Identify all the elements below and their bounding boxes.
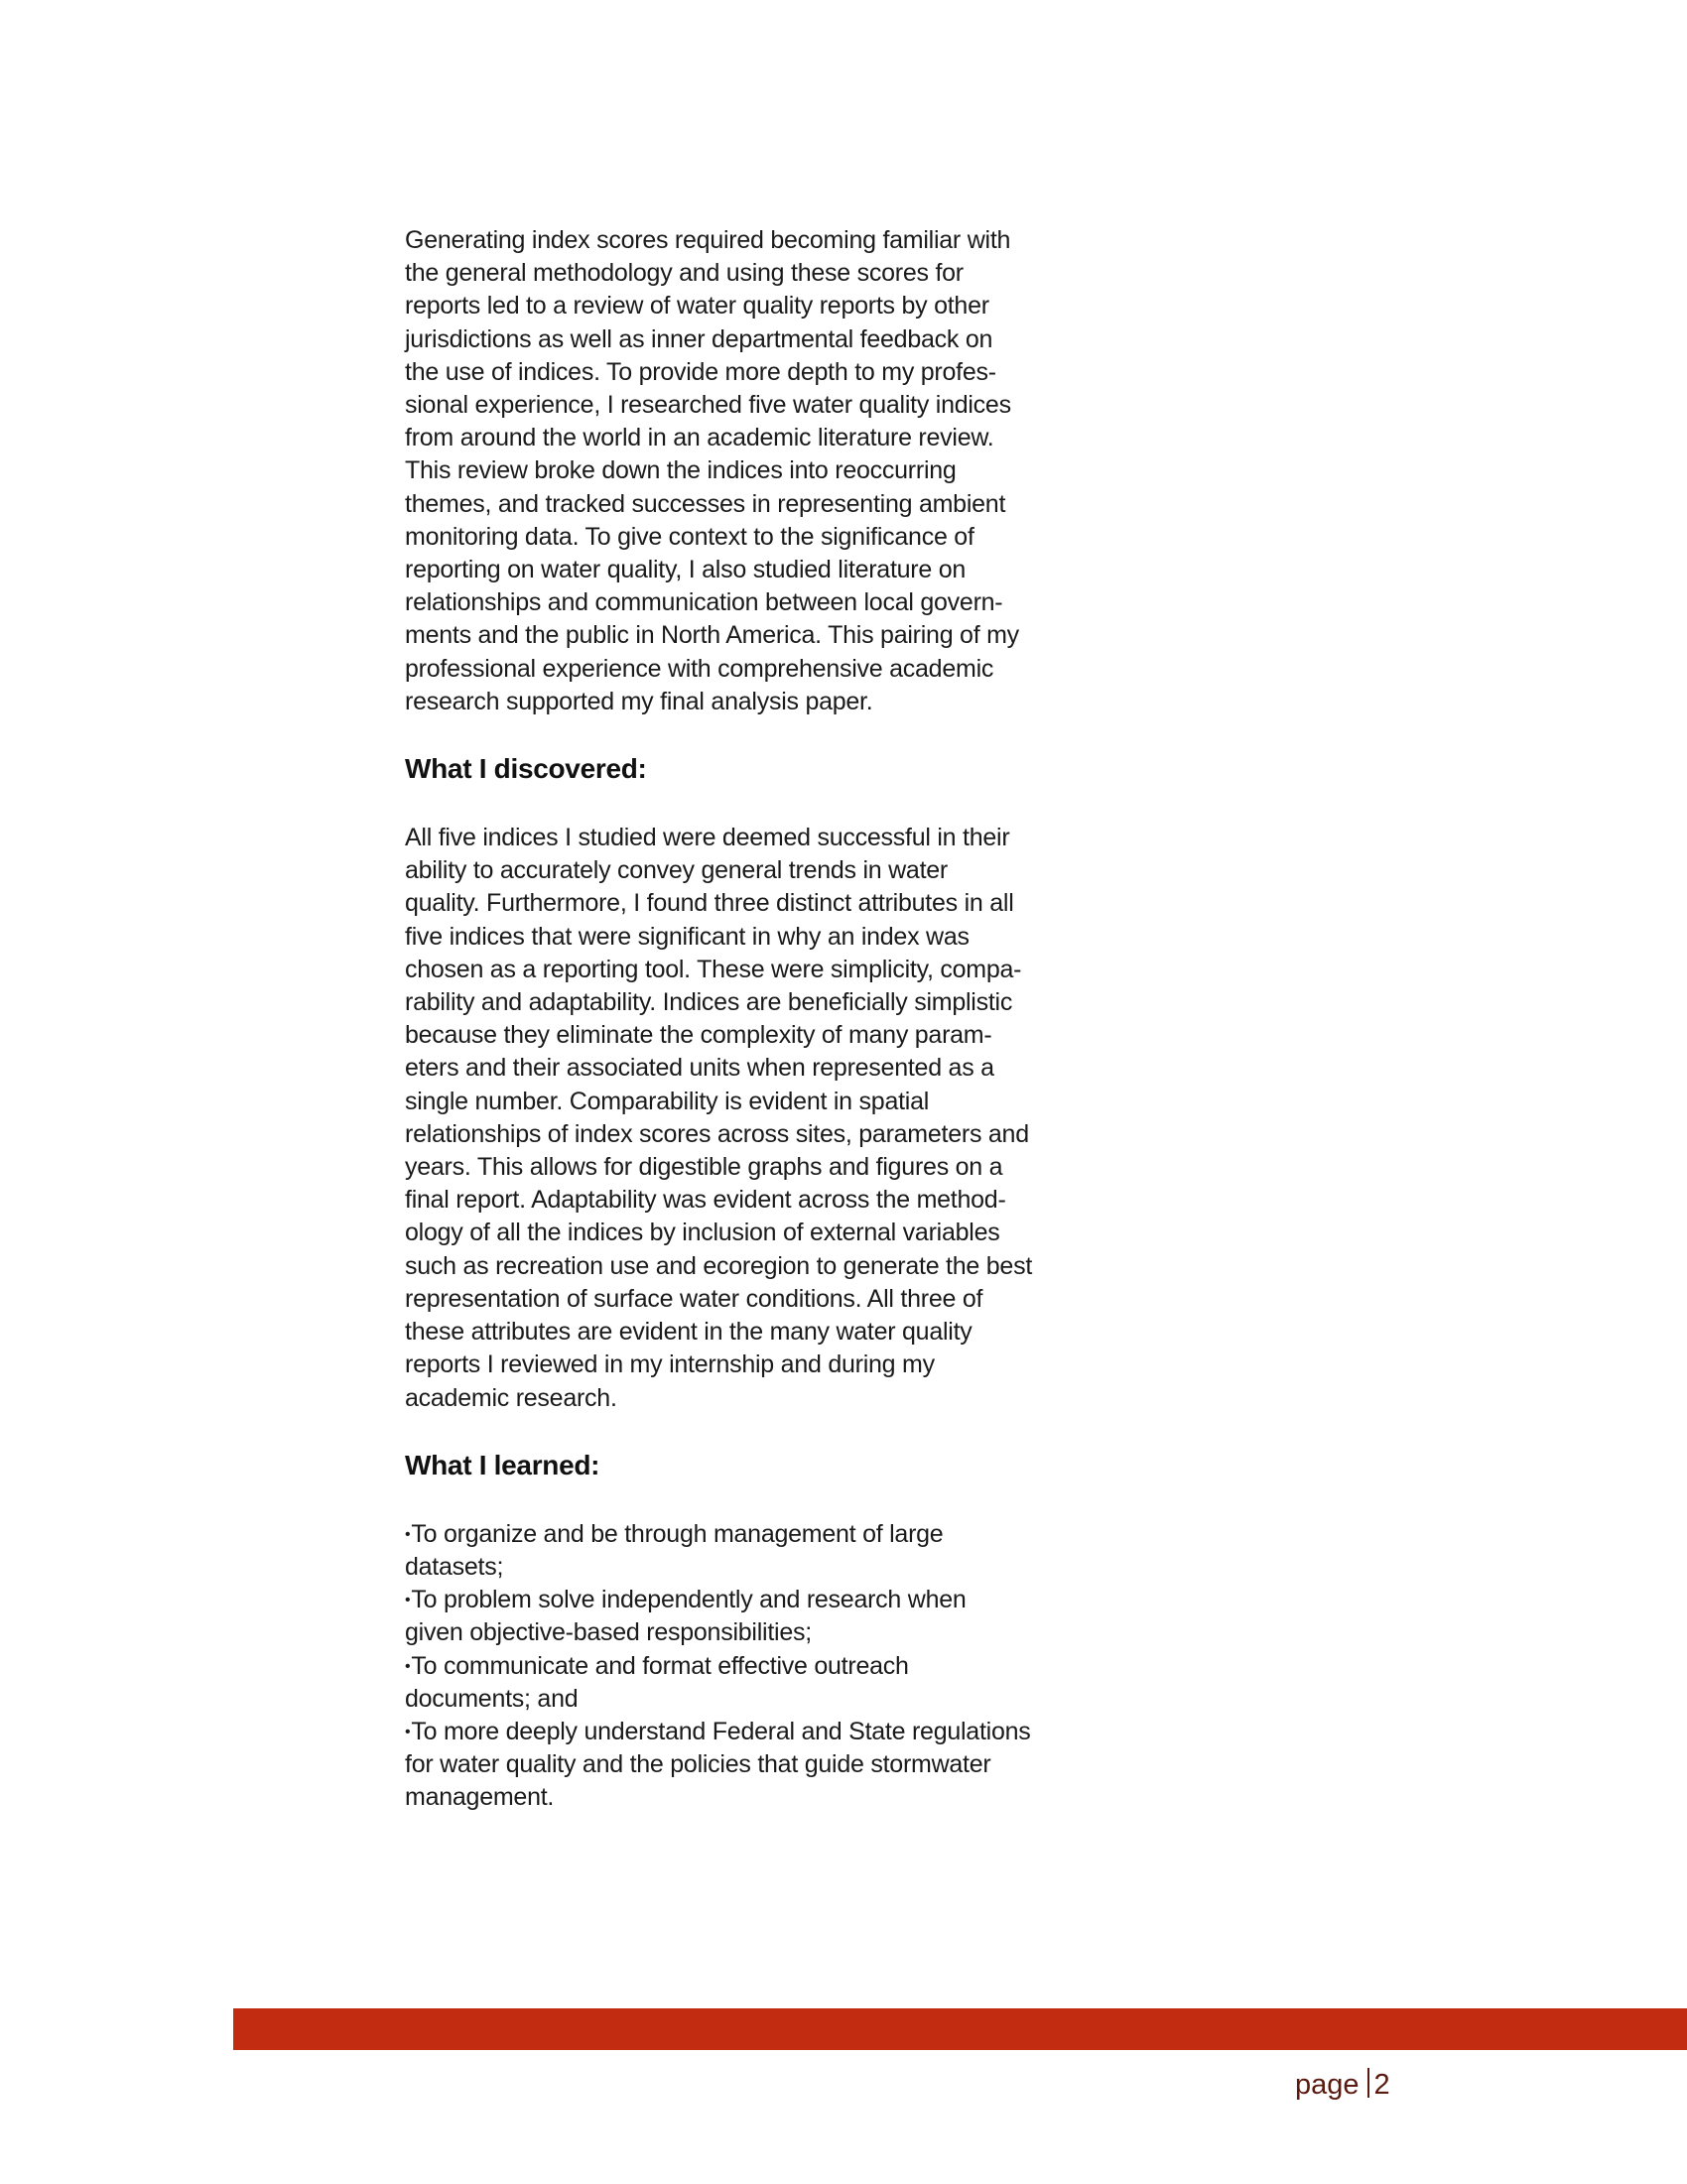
discovered-paragraph-line: quality. Furthermore, I found three distinct attributes in all <box>405 889 1014 918</box>
list-item <box>405 1650 1080 1716</box>
intro-paragraph-line: research supported my final analysis paper. <box>405 687 873 715</box>
intro-paragraph-line: relationships and communication between local govern- <box>405 588 1003 617</box>
bullet-line: • To organize and be through management of large <box>405 1518 1080 1551</box>
bullet-line: • To more deeply understand Federal and State regulations <box>405 1716 1080 1748</box>
bullet-line: documents; and <box>405 1684 579 1713</box>
discovered-paragraph-line: ability to accurately convey general trends in water <box>405 856 949 885</box>
discovered-paragraph-line: such as recreation use and ecoregion to generate the best <box>405 1251 1033 1280</box>
page-label: page <box>1295 2069 1360 2101</box>
page-separator <box>1367 2068 1369 2098</box>
intro-paragraph-line: ments and the public in North America. This pairing of my <box>405 621 1019 650</box>
list-item <box>405 1716 1080 1815</box>
intro-paragraph-line: the general methodology and using these scores for <box>405 259 964 288</box>
intro-paragraph-line: reporting on water quality, I also studied literature on <box>405 556 967 584</box>
discovered-paragraph-line: final report. Adaptability was evident across the method- <box>405 1186 1006 1215</box>
learned-bullet-list <box>405 1518 1080 1815</box>
intro-paragraph-line: jurisdictions as well as inner departmental feedback on <box>405 324 993 353</box>
intro-paragraph-line: the use of indices. To provide more depth to my profes- <box>405 357 996 386</box>
discovered-paragraph-line: ology of all the indices by inclusion of external variables <box>405 1219 1000 1247</box>
intro-paragraph-line: reports led to a review of water quality reports by other <box>405 292 989 321</box>
discovered-paragraph-line: reports I reviewed in my internship and during my <box>405 1350 935 1379</box>
discovered-paragraph-line: eters and their associated units when represented as a <box>405 1054 994 1083</box>
list-item <box>405 1518 1080 1584</box>
intro-paragraph-line: from around the world in an academic literature review. <box>405 424 994 452</box>
discovered-paragraph-line: rability and adaptability. Indices are beneficially simplistic <box>405 988 1013 1017</box>
discovered-paragraph-line: these attributes are evident in the many water quality <box>405 1318 973 1347</box>
bullet-line: for water quality and the policies that guide stormwater <box>405 1750 991 1779</box>
bullet-line: given objective-based responsibilities; <box>405 1618 812 1647</box>
bullet-line: datasets; <box>405 1552 504 1581</box>
intro-paragraph-line: Generating index scores required becoming familiar with <box>405 226 1011 254</box>
discovered-paragraph-line: chosen as a reporting tool. These were simplicity, compa- <box>405 955 1022 983</box>
page-number <box>1295 2067 1390 2103</box>
bullet-line: • To problem solve independently and research when <box>405 1584 1080 1616</box>
intro-paragraph-line: sional experience, I researched five water quality indices <box>405 391 1011 420</box>
heading-what-i-discovered: What I discovered: <box>405 753 647 785</box>
intro-paragraph-line: themes, and tracked successes in representing ambient <box>405 489 1006 518</box>
page-number-value: 2 <box>1373 2069 1390 2101</box>
discovered-paragraph-line: academic research. <box>405 1383 617 1412</box>
intro-paragraph-line: monitoring data. To give context to the significance of <box>405 522 974 551</box>
discovered-paragraph <box>405 822 1080 1415</box>
bullet-line: management. <box>405 1783 555 1812</box>
discovered-paragraph-line: years. This allows for digestible graphs and figures on a <box>405 1153 1003 1182</box>
discovered-paragraph-line: representation of surface water conditions. All three of <box>405 1284 983 1313</box>
list-item <box>405 1584 1080 1649</box>
bullet-line: • To communicate and format effective outreach <box>405 1650 1080 1683</box>
footer-accent-bar <box>233 2008 1687 2050</box>
heading-what-i-learned: What I learned: <box>405 1449 600 1480</box>
discovered-paragraph-line: relationships of index scores across sites, parameters and <box>405 1119 1029 1148</box>
discovered-paragraph-line: five indices that were significant in why an index was <box>405 922 970 951</box>
intro-paragraph-line: This review broke down the indices into reoccurring <box>405 456 957 485</box>
intro-paragraph <box>405 224 1080 718</box>
page-content <box>405 224 1080 1815</box>
intro-paragraph-line: professional experience with comprehensive academic <box>405 654 994 683</box>
discovered-paragraph-line: because they eliminate the complexity of many param- <box>405 1021 992 1050</box>
discovered-paragraph-line: All five indices I studied were deemed successful in their <box>405 824 1010 852</box>
discovered-paragraph-line: single number. Comparability is evident in spatial <box>405 1087 930 1115</box>
